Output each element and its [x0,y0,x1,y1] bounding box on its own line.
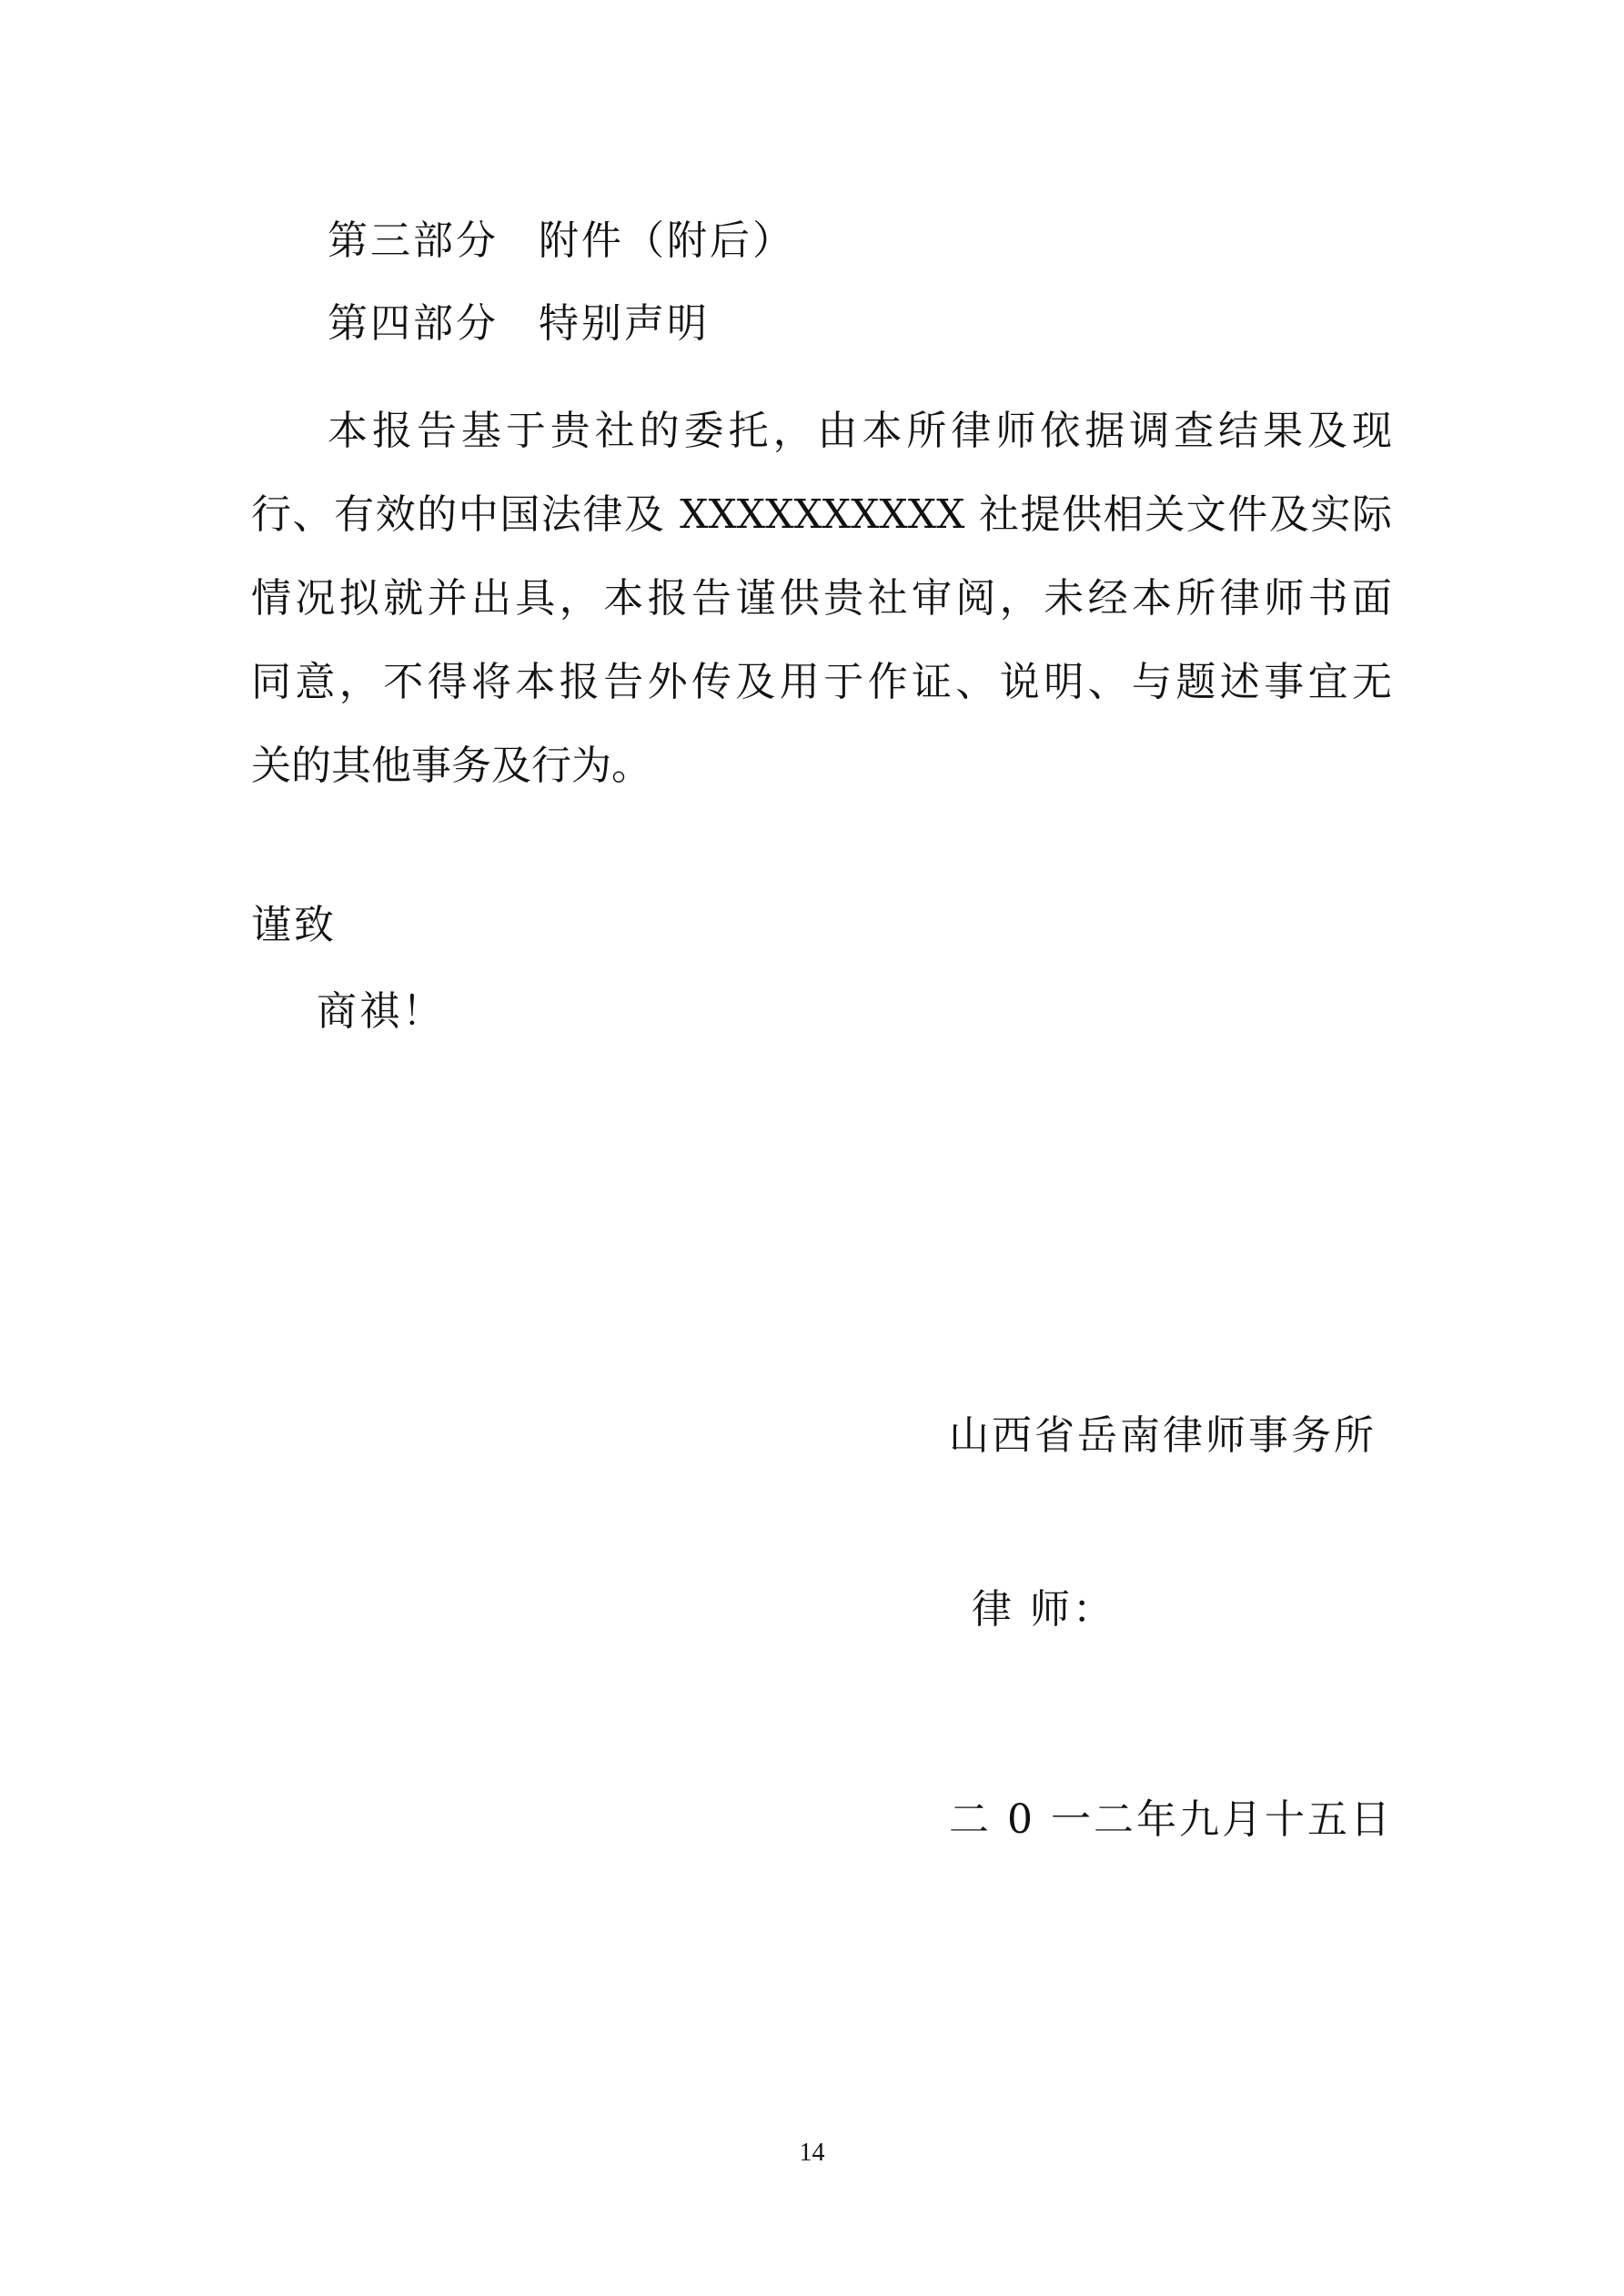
salutation: 谨致 [251,902,337,948]
signing-date: 二 0 一二年九月十五日 [949,1796,1393,1843]
law-firm-name: 山西省岳南律师事务所 [949,1412,1377,1459]
statement-line: 关的其他事务及行为。 [251,743,651,789]
lawyer-signature-label: 律 师： [972,1586,1115,1633]
statement-line: 本报告基于贵社的委托，由本所律师依据调查结果及现 [328,408,1392,454]
section-four-title: 特别声明 [539,300,710,347]
page-number: 14 [799,2139,825,2167]
section-three-part: 第三部分 [328,217,499,264]
statement-line: 同意，不得将本报告外传及用于作证、说明、与题述事宜无 [251,659,1392,705]
section-three-title: 附件（附后） [539,217,795,264]
statement-line: 情况拟就并出具，本报告谨供贵社审阅，未经本所律师书面 [251,575,1392,622]
section-three [328,217,795,264]
greeting: 商祺！ [317,988,445,1035]
section-four-part: 第四部分 [328,300,499,347]
statement-paragraph [251,389,1392,808]
section-four [328,300,710,347]
statement-line: 行、有效的中国法律及 XXXXXXXXXX 社提供相关文件及实际 [251,491,1392,538]
